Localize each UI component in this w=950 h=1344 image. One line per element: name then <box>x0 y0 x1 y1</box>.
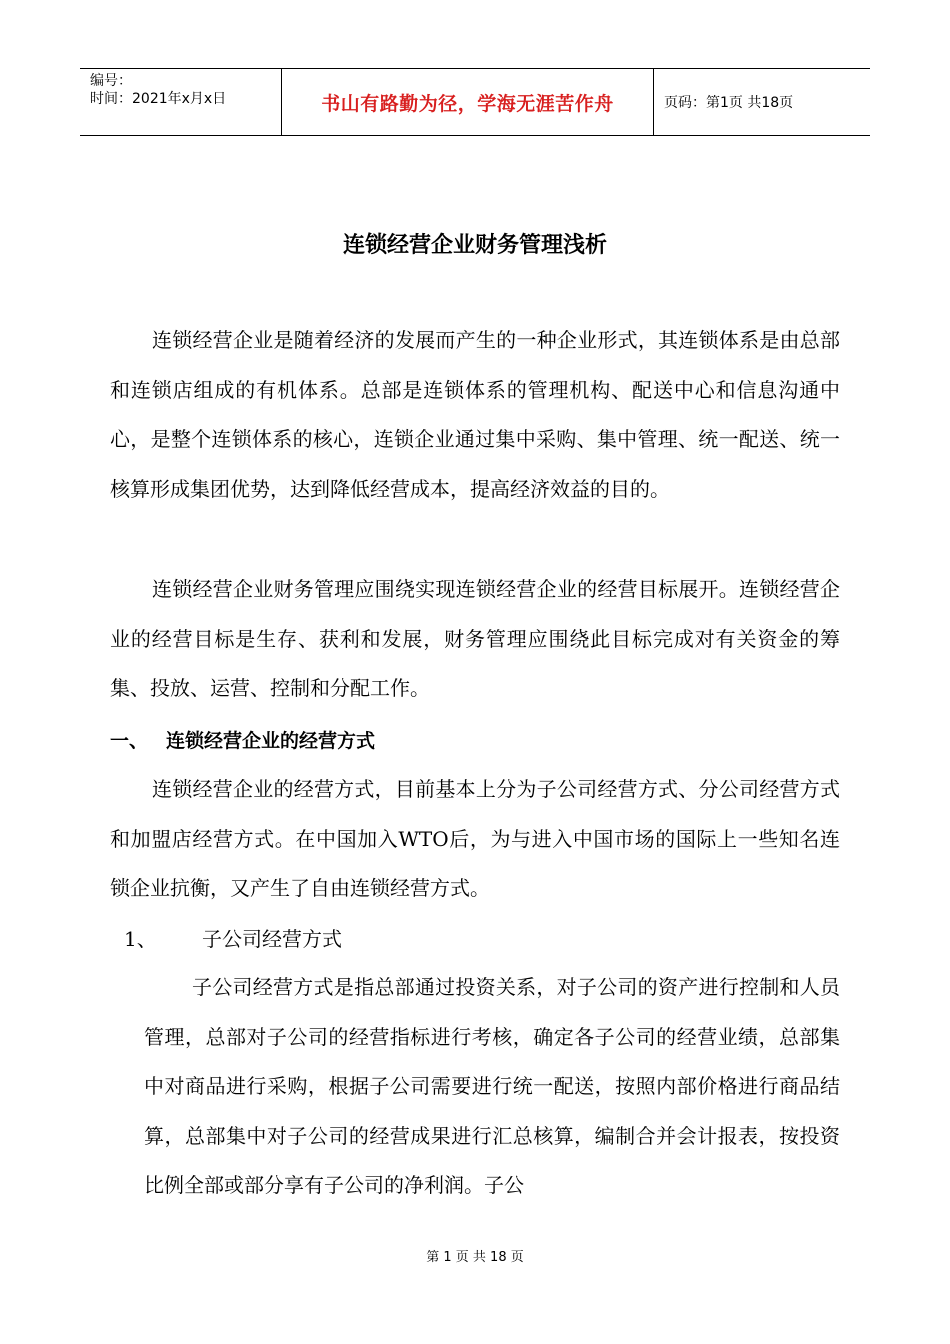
page-footer: 第 1 页 共 18 页 <box>426 1250 524 1265</box>
intro-paragraph-1: 连锁经营企业是随着经济的发展而产生的一种企业形式，其连锁体系是由总部和连锁店组成的有机体系。总部是连锁体系的管理机构、配送中心和信息沟通中心，是整个连锁体系的核心，连锁企业通过集中采购、集中管理、统一配送、统一核算形成集团优势，达到降低经营成本，提高经济效益的目的。 <box>110 328 840 501</box>
header-motto <box>282 69 654 135</box>
document-number: 编号： <box>90 73 132 89</box>
document-date: 时间：2021年x月x日 <box>90 91 227 107</box>
header-page-info <box>654 69 870 135</box>
intro-paragraph-2: 连锁经营企业财务管理应围绕实现连锁经营企业的经营目标展开。连锁经营企业的经营目标是生存、获利和发展，财务管理应围绕此目标完成对有关资金的筹集、投放、运营、控制和分配工作。 <box>110 577 840 700</box>
page-header <box>80 68 870 136</box>
section-paragraph: 连锁经营企业的经营方式，目前基本上分为子公司经营方式、分公司经营方式和加盟店经营方式。在中国加入WTO后，为与进入中国市场的国际上一些知名连锁企业抗衡，又产生了自由连锁经营方式。 <box>110 777 840 900</box>
section-number: 一、 <box>110 730 149 752</box>
subsection-heading <box>124 924 342 954</box>
page-info-text: 页码：第1页 共18页 <box>664 95 794 111</box>
header-meta <box>80 69 282 135</box>
subsection-number: 1、 <box>124 927 157 951</box>
subsection-title: 子公司经营方式 <box>202 927 342 951</box>
subsection-paragraph: 子公司经营方式是指总部通过投资关系，对子公司的资产进行控制和人员管理，总部对子公司的经营指标进行考核，确定各子公司的经营业绩，总部集中对商品进行采购，根据子公司需要进行统一配送，按照内部价格进行商品结算，总部集中对子公司的经营成果进行汇总核算，编制合并会计报表，按投资比例全部或部分享有子公司的净利润。子公 <box>144 975 840 1197</box>
motto-text: 书山有路勤为径，学海无涯苦作舟 <box>321 92 614 115</box>
section-heading <box>110 726 375 756</box>
section-title: 连锁经营企业的经营方式 <box>166 730 376 752</box>
document-title: 连锁经营企业财务管理浅析 <box>342 233 607 258</box>
